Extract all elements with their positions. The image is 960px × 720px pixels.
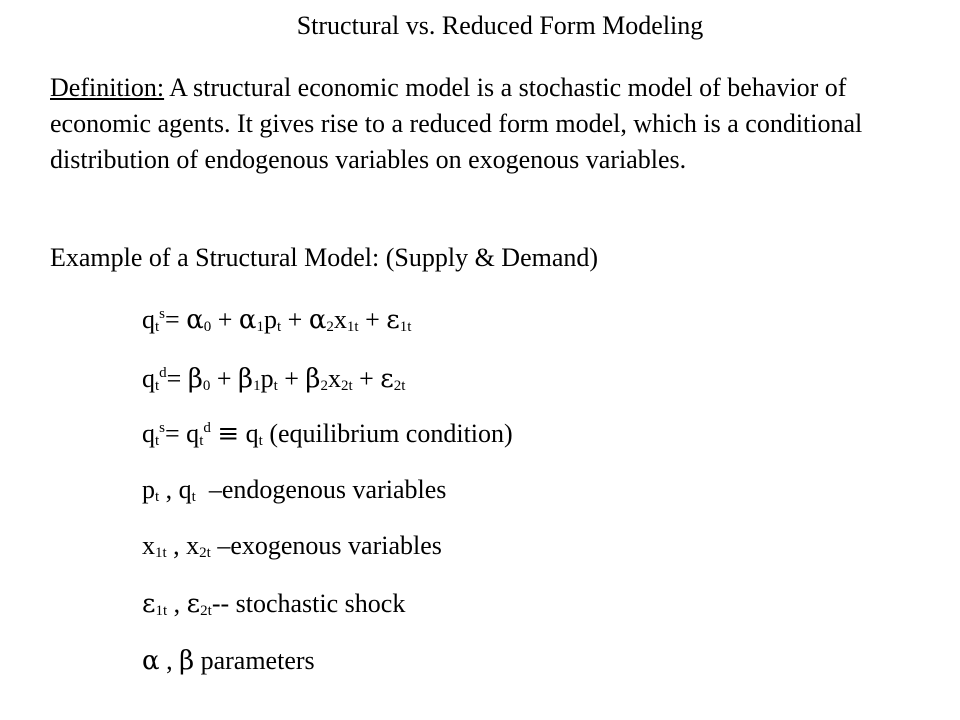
equilibrium-equation: $q_t^s= q_t^d \equiv q_t$ (equilibrium condition) bbox=[142, 419, 513, 449]
demand-equation: $q_t^d= \beta_0 + \beta_1p_t + \beta_2x_{2t} + \varepsilon_{2t}$ bbox=[142, 364, 406, 394]
exogenous-line: $x_{1t}$ , $x_{2t}$ –exogenous variables bbox=[142, 531, 442, 561]
endogenous-note: –endogenous variables bbox=[208, 475, 447, 504]
parameters-note: parameters bbox=[200, 646, 315, 675]
definition-text: A structural economic model is a stochastic model of behavior of economic agents. It gives rise to a reduced form model, which is a conditional distribution of endogenous variables on exogenous variables. bbox=[50, 73, 863, 174]
definition-label: Definition: bbox=[50, 73, 165, 102]
definition-paragraph bbox=[50, 70, 920, 178]
exogenous-note: –exogenous variables bbox=[217, 531, 442, 560]
example-heading: Example of a Structural Model: (Supply & Demand) bbox=[50, 243, 599, 272]
shocks-note: -- stochastic shock bbox=[211, 589, 406, 618]
slide-title: Structural vs. Reduced Form Modeling bbox=[296, 11, 704, 40]
supply-equation: $q_t^s= \alpha_0 + \alpha_1p_t + \alpha_2x_{1t} + \varepsilon_{1t}$ bbox=[142, 305, 412, 335]
parameters-line: α , β parameters bbox=[142, 646, 315, 676]
shocks-line: $\varepsilon_{1t}$ , $\varepsilon_{2t}--$ stochastic shock bbox=[142, 589, 406, 619]
equilibrium-note: (equilibrium condition) bbox=[269, 419, 513, 448]
endogenous-line: $p_t$ , $q_t$ –endogenous variables bbox=[142, 475, 447, 505]
